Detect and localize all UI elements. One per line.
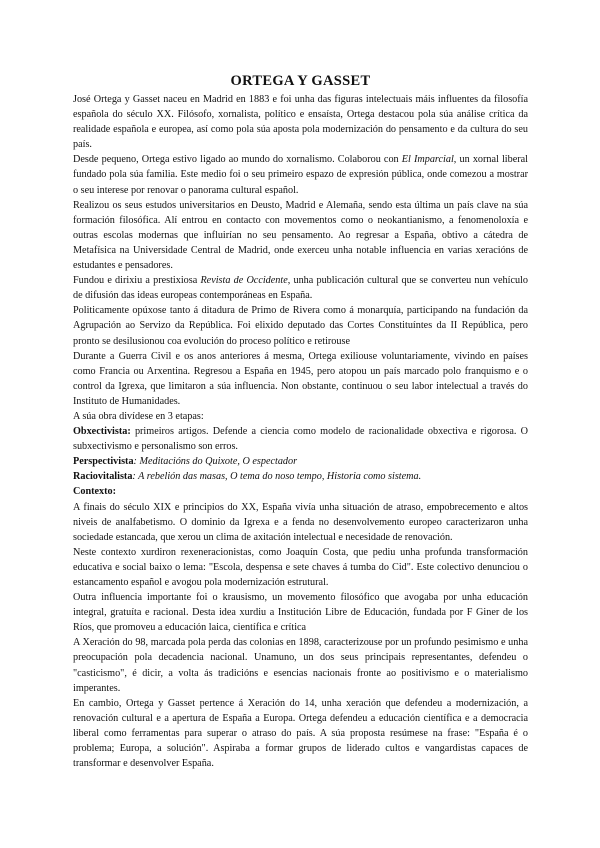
stage-text: : Meditacións do Quixote, O espectador: [133, 456, 298, 468]
intro-paragraph-6: Durante a Guerra Civil e os anos anteriores á mesma, Ortega exiliouse voluntariamente, vivindo en países como Francia ou Arxentina. Regresou a España en 1945, pero atopou un país marcado polo franquismo e o control da Igrexa, que limitaron a súa influencia. Non obstante, continuou o seu labor intelectual a través do Instituto de Humanidades.: [73, 350, 528, 407]
context-heading: [73, 484, 528, 499]
intro-paragraph-1: José Ortega y Gasset naceu en Madrid en 1883 e foi unha das figuras intelectuais máis influentes da filosofía española do século XX. Filósofo, xornalista, político e ensaísta, Ortega destacou pola súa análise crítica da realidade española e europea, así como pola súa aposta pola modernización do pensamento e da cultura do seu país.: [73, 94, 528, 151]
text-span: , un xornal liberal fundado pola súa familia. Este medio foi o seu primeiro espazo de expresión pública, onde comezou a mostrar o seu interese por renovar o panorama cultural español.: [73, 154, 528, 196]
intro-paragraph-5: Politicamente opúxose tanto á ditadura de Primo de Rivera como á monarquía, participando na fundación da Agrupación ao Servizo da República. Foi elixido deputado das Cortes Constituíntes da II República, pero pronto se desilusionou coa evolución do proceso político e retirouse: [73, 305, 528, 347]
context-paragraph-5: En cambio, Ortega y Gasset pertence á Xeración do 14, unha xeración que defendeu a modernización, a renovación cultural e a apertura de España a Europa. Ortega defendeu a educación científica e a democracia liberal como ferramentas para superar o atraso do país. A súa proposta resúmese na frase: "España é o problema; Europa, a solución". Aspiraba a formar grupos de liderado cultos e vangardistas capaces de transformar e desenvolver España.: [73, 697, 528, 770]
text-span: , unha publicación cultural que se converteu nun vehículo de difusión das ideas europeas contemporáneas en España.: [73, 275, 528, 302]
stage-perspectivist: [73, 454, 528, 469]
stage-text: primeiros artigos. Defende a ciencia como modelo de racionalidade obxectiva e rigorosa. O subxectivismo e personalismo son erros.: [73, 426, 528, 453]
page-title: ORTEGA Y GASSET: [230, 73, 371, 89]
intro-paragraph-4: [73, 273, 528, 303]
intro-paragraph-3: Realizou os seus estudos universitarios en Deusto, Madrid e Alemaña, sendo esta última un país clave na súa formación filosófica. Alí entrou en contacto con movementos como o neokantianismo, a fenomenoloxía e outras escolas modernas que influirían no seu pensamento. Ao regresar a España, obtivo a cátedra de Metafísica na Universidade Central de Madrid, onde exerceu unha notable influencia en varias xeracións de estudantes e pensadores.: [73, 199, 528, 272]
context-paragraph-1: A finais do século XIX e principios do XX, España vivía unha situación de atraso, empobrecemento e altos niveis de analfabetismo. O dominio da Igrexa e a fenda no desenvolvemento europeo caracterizaron unha sociedade estancada, que xerou un clima de axitación intelectual e necesidade de renovación.: [73, 501, 528, 543]
context-paragraph-4: A Xeración do 98, marcada pola perda das colonias en 1898, caracterizouse por un profundo pesimismo e unha preocupación pola decadencia nacional. Unamuno, un dos seus principais representantes, defendeu o "casticismo", é dicir, a volta ás tradicións e esencias nacionais fronte ao positivismo e o materialismo imperantes.: [73, 637, 528, 694]
context-paragraph-2: Neste contexto xurdiron rexeneracionistas, como Joaquín Costa, que pediu unha profunda transformación educativa e social baixo o lema: "Escola, despensa e sete chaves á tumba do Cid". Este colectivo denunciou o estancamento español e avogou pola modernización estrutural.: [73, 546, 528, 588]
text-span: Fundou e dirixiu a prestixiosa: [73, 275, 201, 287]
stage-label: Obxectivista:: [73, 426, 131, 438]
stages-intro: A súa obra divídese en 3 etapas:: [73, 410, 204, 422]
magazine-title: Revista de Occidente: [200, 275, 288, 287]
stage-label: Perspectivista: [73, 456, 134, 468]
stage-label: Raciovitalista: [73, 471, 133, 483]
stage-text: : A rebelión das masas, O tema do noso tempo, Historia como sistema.: [132, 471, 422, 483]
text-span: Desde pequeno, Ortega estivo ligado ao mundo do xornalismo. Colaborou con: [73, 154, 402, 166]
context-paragraph-3: Outra influencia importante foi o krausismo, un movemento filosófico que avogaba por unha educación integral, gratuíta e racional. Desta idea xurdiu a Institución Libre de Educación, fundada por F Giner de los Ríos, que promoveu a educación laica, científica e crítica: [73, 592, 528, 634]
newspaper-title: El Imparcial: [401, 154, 454, 166]
section-heading: Contexto:: [73, 486, 117, 498]
stage-ratiovitalist: [73, 469, 528, 484]
stage-objectivist: [73, 424, 528, 454]
intro-paragraph-2: [73, 152, 528, 197]
